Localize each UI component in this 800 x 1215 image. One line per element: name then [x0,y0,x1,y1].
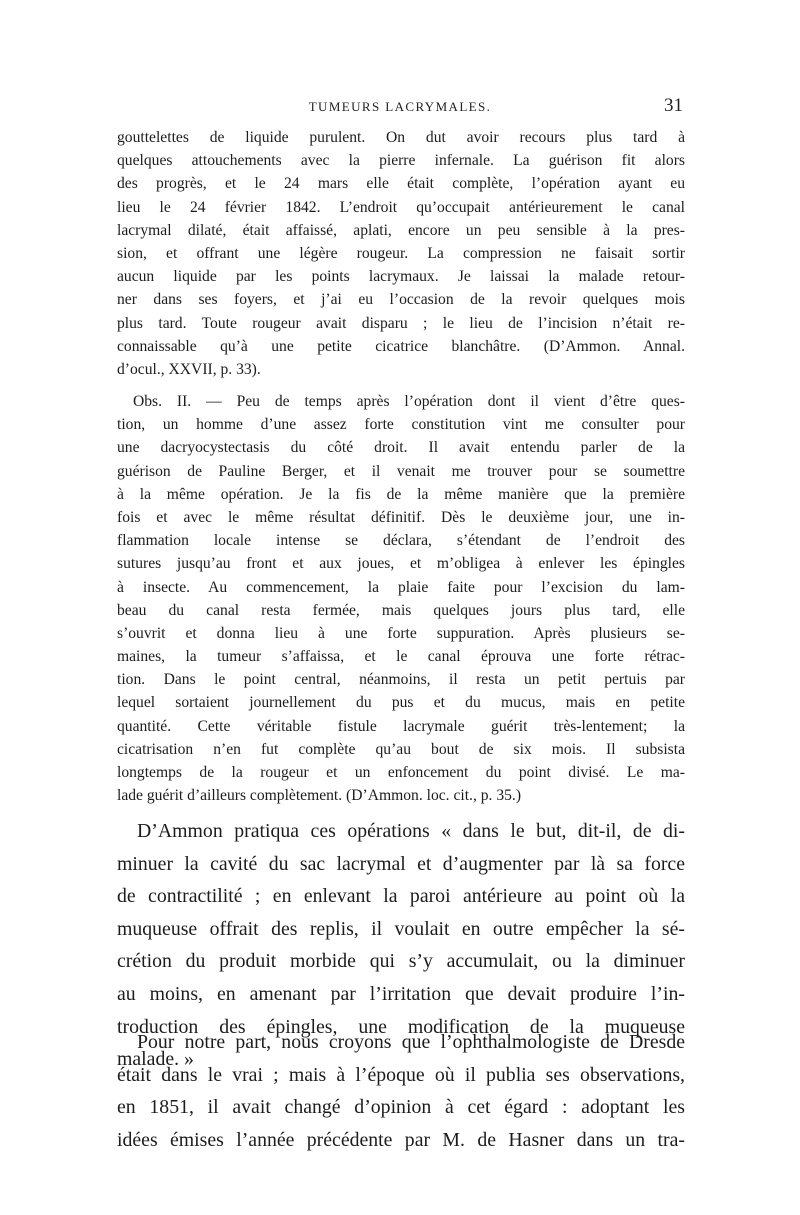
text-line: lade guérit d’ailleurs complètement. (D’Ammon. loc. cit., p. 35.) [117,787,522,805]
commentary-paragraph-2 [117,1026,685,1156]
text-line: s’ouvrit et donna lieu à une forte suppuration. Après plusieurs se- [117,624,685,642]
text-line: cicatrisation n’en fut complète qu’au bout de six mois. Il subsista [117,740,685,758]
text-line: troduction des épingles, une modification de la muqueuse [117,1015,685,1038]
text-line: longtemps de la rougeur et un enfoncement du point divisé. Le ma- [117,764,685,781]
text-line: de contractilité ; en enlevant la paroi antérieure au point où la [117,885,685,908]
text-line: beau du canal resta fermée, mais quelques jours plus tard, elle [117,601,685,619]
text-line: d’ocul., XXVII, p. 33). [117,360,261,378]
text-line: lequel sortaient journellement du pus et du mucus, mais en petite [117,694,685,712]
observation-2 [117,390,685,807]
text-line: plus tard. Toute rougeur avait disparu ; le lieu de l’incision n’était re- [117,314,685,332]
observation-1-conclusion [117,126,685,381]
text-line: fois et avec le même résultat définitif. Dès le deuxième jour, une in- [117,508,685,526]
text-line: lieu le 24 février 1842. L’endroit qu’occupait antérieurement le canal [117,198,685,216]
text-line: idées émises l’année précédente par M. de Hasner dans un tra- [117,1128,685,1151]
page-header [115,95,685,119]
text-line: en 1851, il avait changé d’opinion à cet égard : adoptant les [117,1096,685,1119]
text-line: ner dans ses foyers, et j’ai eu l’occasion de la revoir quelques mois [117,291,685,309]
text-line: Pour notre part, nous croyons que l’ophthalmologiste de Dresde [137,1031,685,1053]
text-line: à insecte. Au commencement, la plaie faite pour l’excision du lam- [117,578,685,596]
text-line: crétion du produit morbide qui s’y accumulait, ou la diminuer [117,950,685,973]
text-line: Obs. II. — Peu de temps après l’opération dont il vient d’être ques- [133,393,685,410]
text-line: flammation locale intense se déclara, s’étendant de l’endroit des [117,532,685,550]
text-line: était dans le vrai ; mais à l’époque où il publia ses observations, [117,1063,685,1086]
text-line: aucun liquide par les points lacrymaux. Je laissai la malade retour- [117,268,685,286]
text-line: quelques attouchements avec la pierre infernale. La guérison fit alors [117,152,685,170]
text-line: lacrymal dilaté, était affaissé, aplati, encore un peu sensible à la pres- [117,221,685,239]
running-head: TUMEURS LACRYMALES. [308,99,492,114]
text-line: minuer la cavité du sac lacrymal et d’augmenter par là sa force [117,852,685,875]
page-number: 31 [664,95,683,116]
text-line: des progrès, et le 24 mars elle était complète, l’opération ayant eu [117,175,685,193]
text-line: une dacryocystectasis du côté droit. Il avait entendu parler de la [117,439,685,457]
text-line: tion, un homme d’une assez forte constitution vint me consulter pour [117,416,685,434]
text-line: muqueuse offrait des replis, il voulait en outre empêcher la sé- [117,917,685,940]
text-line: connaissable qu’à une petite cicatrice blanchâtre. (D’Ammon. Annal. [117,337,685,355]
text-line: gouttelettes de liquide purulent. On dut avoir recours plus tard à [117,129,685,146]
text-line: tion. Dans le point central, néanmoins, il resta un petit pertuis par [117,671,685,689]
text-line: sion, et offrant une légère rougeur. La compression ne faisait sortir [117,244,685,262]
text-line: maines, la tumeur s’affaissa, et le canal éprouva une forte rétrac- [117,648,685,666]
text-line: guérison de Pauline Berger, et il venait me trouver pour se soumettre [117,462,685,480]
text-line: quantité. Cette véritable fistule lacrymale guérit très-lentement; la [117,717,685,735]
text-line: D’Ammon pratiqua ces opérations « dans le but, dit-il, de di- [137,820,685,842]
text-line: au moins, en amenant par l’irritation que devait produire l’in- [117,982,685,1005]
text-line: à la même opération. Je la fis de la même manière que la première [117,485,685,503]
text-line: malade. » [117,1048,194,1071]
text-line: sutures jusqu’au front et aux joues, et m’obligea à enlever les épingles [117,555,685,573]
